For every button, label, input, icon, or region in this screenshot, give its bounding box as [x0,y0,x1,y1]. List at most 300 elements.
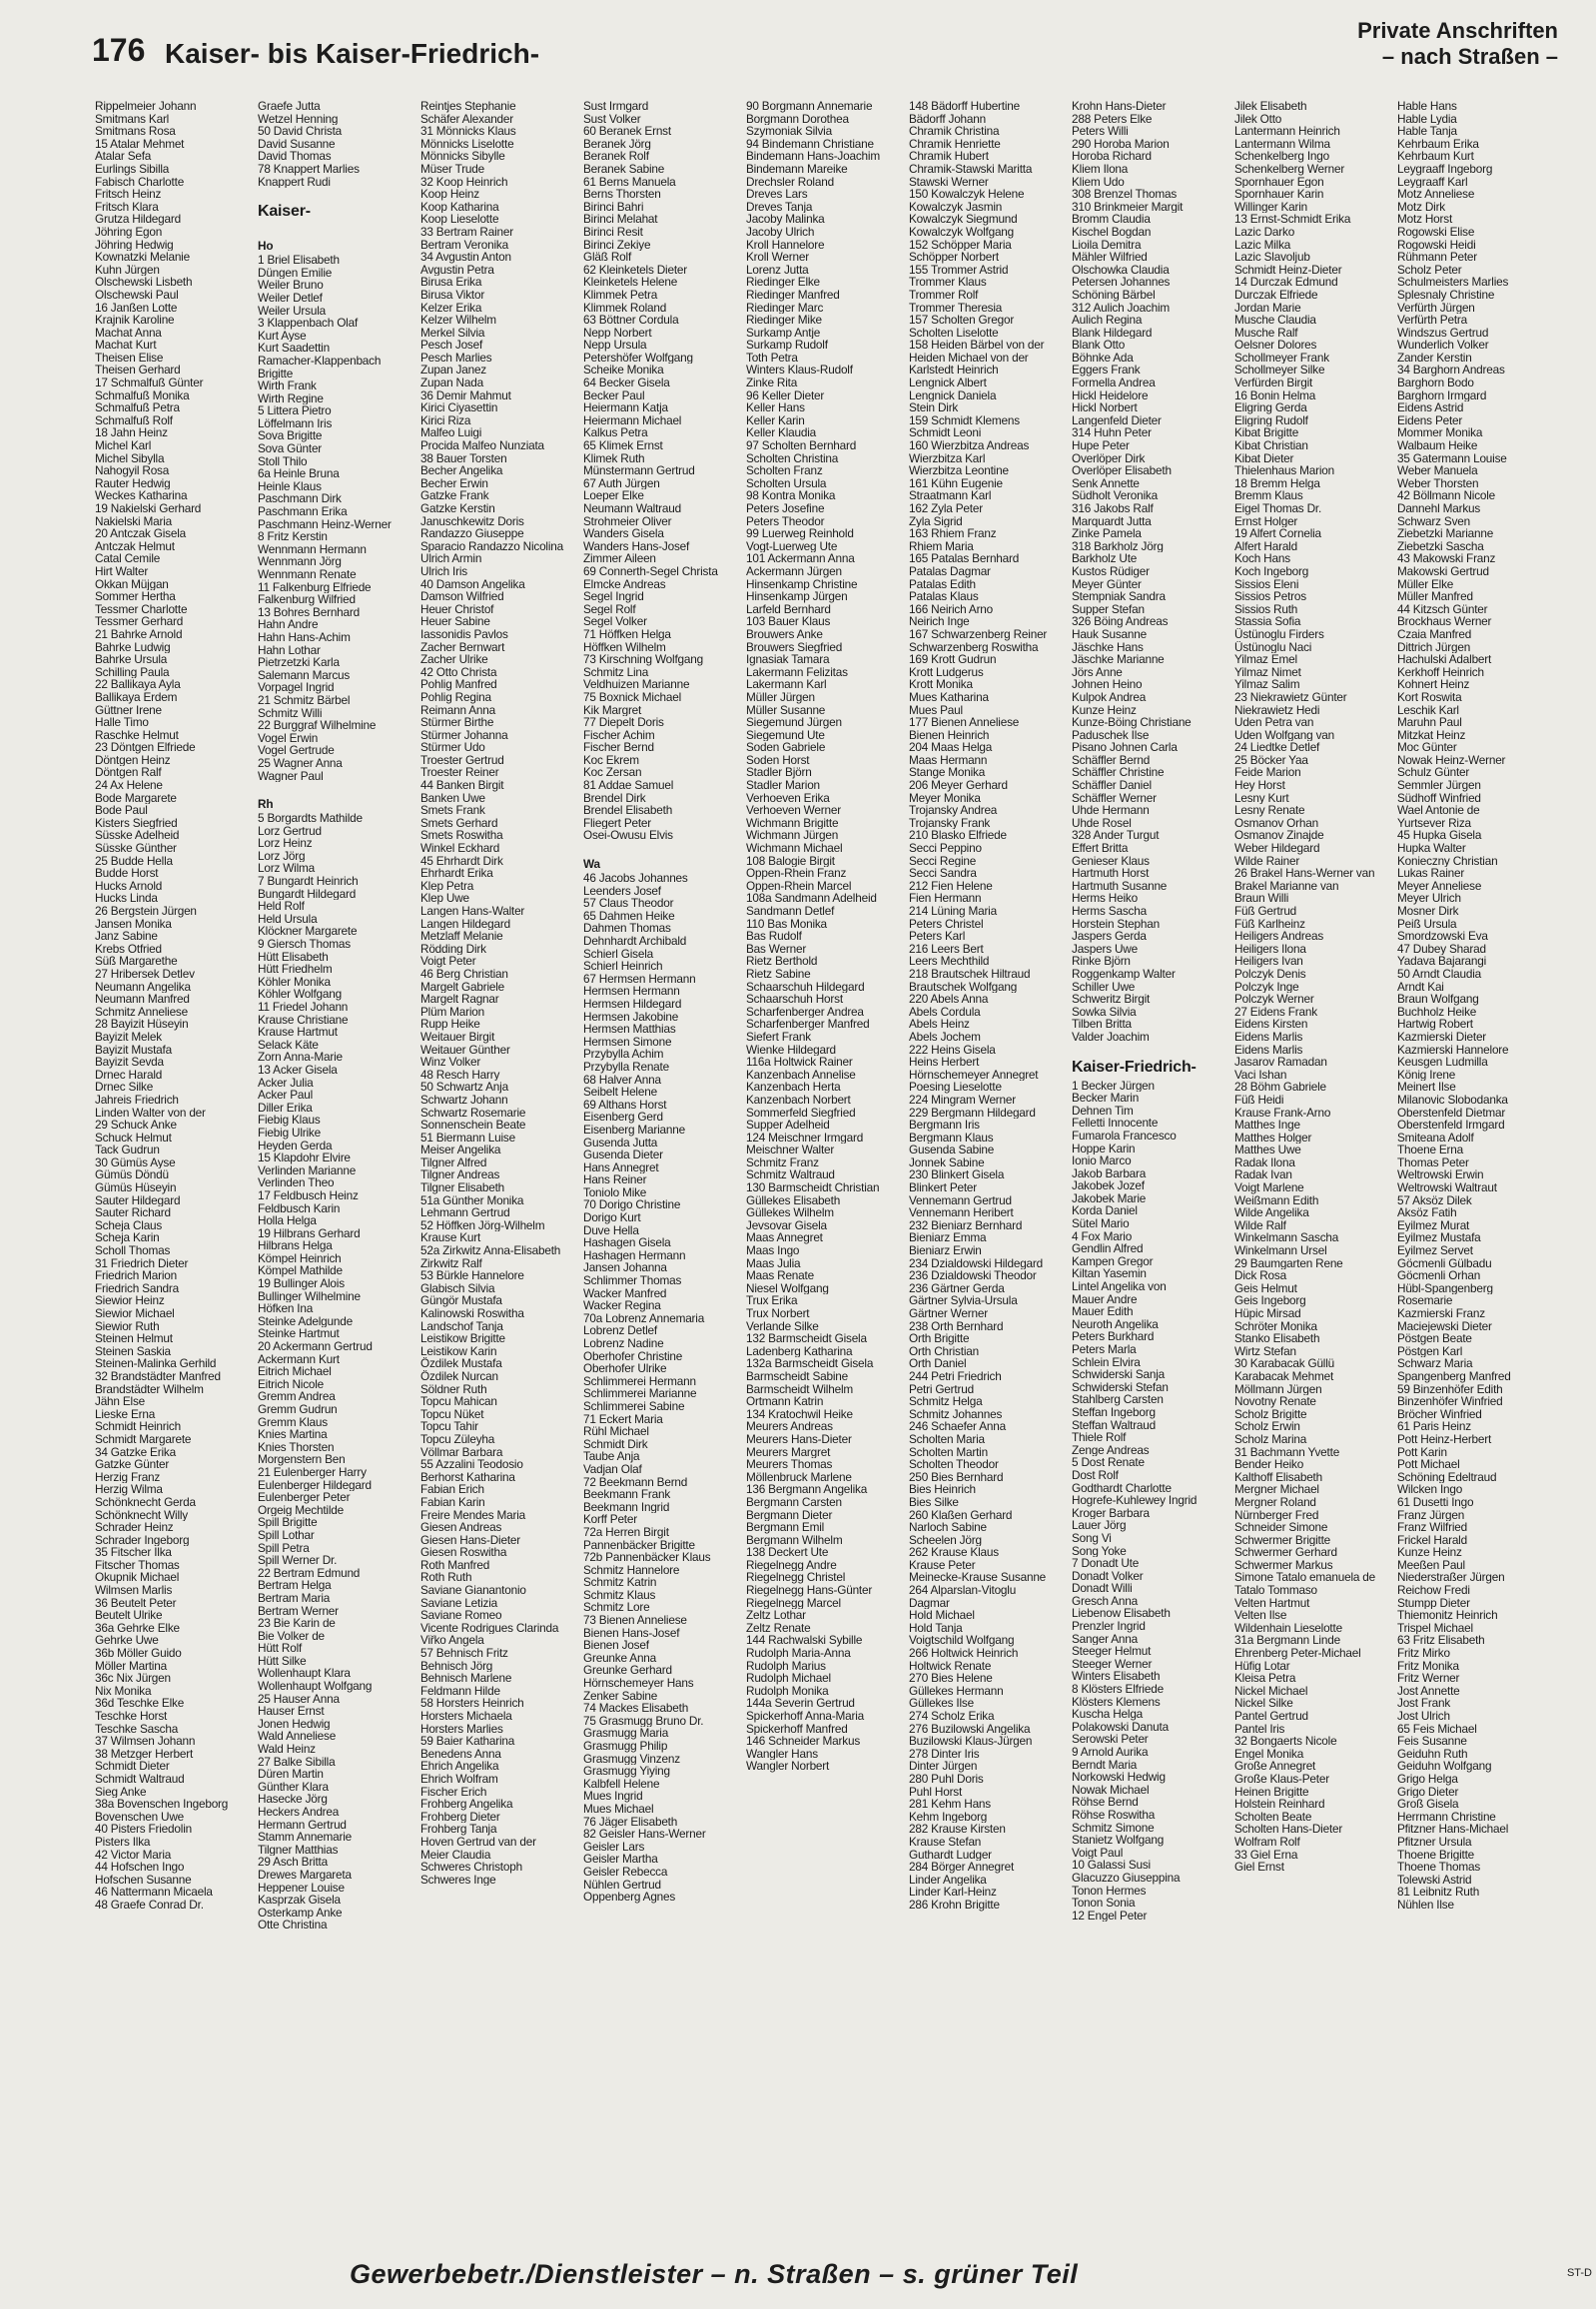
directory-entry: Peters Josefine [746,502,825,515]
directory-column [583,100,746,2247]
directory-entry: Pantel Iris [1234,1722,1285,1736]
directory-entry: 29 Schuck Anke [95,1119,177,1132]
directory-entry: Bienen Hans-Josef [583,1626,680,1640]
directory-entry: Schwermer Brigitte [1234,1533,1331,1547]
directory-entry: Frohberg Tanja [420,1823,497,1836]
directory-entry: Eigel Thomas Dr. [1234,502,1322,515]
directory-entry: Siewior Michael [95,1307,175,1320]
directory-entry: 26 Bergstein Jürgen [95,905,197,918]
directory-entry: Smiteana Adolf [1397,1131,1474,1145]
directory-entry: 150 Kowalczyk Helene [909,188,1025,201]
directory-entry: Sust Irmgard [583,100,649,113]
directory-entry: Jöhring Hedwig [95,238,174,252]
directory-entry: Tessmer Charlotte [95,602,188,616]
directory-entry: Behnisch Jörg [420,1659,493,1673]
directory-entry: Gusenda Dieter [583,1149,663,1161]
directory-entry: Hoppe Karin [1072,1142,1136,1155]
directory-entry: Stamm Annemarie [258,1831,353,1844]
directory-entry: Verfürden Birgit [1234,377,1313,389]
directory-entry: Schmalfuß Rolf [95,413,173,427]
directory-entry: Birusa Viktor [420,288,485,302]
directory-entry: Scholten Liselotte [909,326,999,340]
directory-entry: Spill Werner Dr. [258,1554,338,1567]
directory-entry: Aksöz Fatih [1397,1206,1457,1219]
directory-entry: Özdilek Nurcan [420,1369,498,1383]
directory-entry: Mähler Wilfried [1072,251,1148,264]
directory-entry: Pfitzner Hans-Michael [1397,1823,1509,1836]
directory-entry: Rühmann Peter [1397,251,1478,264]
directory-entry: Lieske Erna [95,1407,156,1421]
directory-entry: Giel Ernst [1234,1861,1284,1874]
directory-entry: Riegelnegg Christel [746,1571,846,1585]
directory-entry: 50 Schwartz Anja [420,1081,508,1094]
directory-entry: Narloch Sabine [909,1521,987,1534]
directory-entry: Berns Thorsten [583,188,661,201]
directory-entry: Füß Heidi [1234,1093,1284,1107]
directory-entry: Bergmann Carsten [746,1495,842,1509]
directory-entry: 21 Bahrke Arnold [95,627,183,641]
directory-entry: Neumann Manfred [95,993,190,1006]
directory-entry: Güllekes Wilhelm [746,1206,834,1219]
directory-entry: Hucks Arnold [95,879,163,893]
directory-entry: Schönknecht Willy [95,1508,188,1522]
directory-entry: 52 Höffken Jörg-Wilhelm [420,1218,545,1232]
directory-entry: 65 Klimek Ernst [583,439,663,452]
directory-entry: Toniolo Mike [583,1185,647,1199]
directory-entry: Zacher Bernwart [420,640,505,654]
directory-entry: Yilmaz Emel [1234,653,1297,666]
directory-entry: 94 Bindemann Christiane [746,137,874,151]
directory-entry: Vogel Erwin [258,731,319,745]
directory-entry: Ehrich Angelika [420,1760,499,1773]
directory-entry: Lintel Angelika von [1072,1280,1167,1293]
directory-entry: Mues Katharina [909,690,989,704]
directory-entry: Stürmer Johanna [420,728,508,742]
directory-entry: Ehrenberg Peter-Michael [1234,1647,1361,1660]
directory-entry: Ladenberg Katharina [746,1344,853,1358]
directory-entry: Trommer Klaus [909,276,987,289]
directory-entry: Przybylla Renate [583,1060,669,1074]
directory-entry: Patalas Klaus [909,590,979,603]
directory-entry: 46 Berg Christian [420,967,508,981]
directory-entry: Spangenberg Manfred [1397,1369,1511,1383]
directory-entry: Nepp Norbert [583,326,652,340]
directory-entry: Antczak Helmut [95,539,175,553]
directory-entry: Münstermann Gertrud [583,464,695,477]
directory-entry: Kalbfell Helene [583,1777,660,1791]
directory-entry: 103 Bauer Klaus [746,615,831,628]
directory-entry: Pöstgen Beate [1397,1332,1472,1345]
directory-entry: Blank Hildegard [1072,326,1153,340]
directory-entry: Secci Regine [909,854,977,868]
directory-entry: Kehrbaum Kurt [1397,150,1474,163]
directory-entry: Kurt Ayse [258,329,307,343]
directory-entry: Köhler Wolfgang [258,988,343,1001]
directory-entry: Hinsenkamp Christine [746,577,858,591]
directory-entry: Wildenhain Lieselotte [1234,1621,1342,1635]
directory-entry: 31 Bachmann Yvette [1234,1445,1340,1459]
directory-entry: 51 Biermann Luise [420,1131,515,1145]
directory-entry: Tilgner Matthias [258,1843,339,1857]
directory-entry: Linder Karl-Heinz [909,1886,997,1899]
directory-entry: 165 Patalas Bernhard [909,552,1020,565]
directory-entry: Viřko Angela [420,1634,484,1648]
directory-entry: Beekmann Frank [583,1488,671,1501]
directory-entry: Brautschek Wolfgang [909,980,1018,994]
directory-entry: Koc Ekrem [583,753,639,767]
directory-entry: Krause Frank-Arno [1234,1106,1331,1120]
directory-entry: Oberhofer Christine [583,1349,683,1363]
directory-entry: Eurlings Sibilla [95,162,170,176]
page-header [0,0,1596,100]
directory-entry: Göcmenli Gülbadu [1397,1256,1492,1270]
directory-entry: 23 Niekrawietz Günter [1234,690,1347,704]
directory-entry: Heuer Christof [420,602,494,616]
directory-entry: Wirth Frank [258,380,317,392]
directory-entry: Bergmann Wilhelm [746,1533,843,1547]
directory-entry: Poesing Lieselotte [909,1081,1002,1094]
directory-entry: Trommer Theresia [909,301,1003,315]
directory-entry: 144a Severin Gertrud [746,1697,855,1710]
directory-entry: Chramik Hubert [909,150,989,163]
directory-entry: Schmalfuß Petra [95,401,180,414]
directory-entry: Pott Karin [1397,1445,1447,1459]
directory-entry: Jilek Otto [1234,112,1282,126]
directory-entry: Maciejewski Dieter [1397,1319,1492,1333]
directory-entry: Friedrich Sandra [95,1281,180,1295]
directory-entry: Krause Stefan [909,1835,982,1849]
directory-entry: Otte Christina [258,1919,328,1931]
directory-entry: Jacoby Malinka [746,213,825,226]
directory-entry: Orth Christian [909,1344,979,1358]
directory-entry: 6a Heinle Bruna [258,467,340,480]
directory-entry: Düngen Emilie [258,266,333,280]
directory-entry: Beranek Jörg [583,137,651,151]
directory-entry: Müller Susanne [746,703,826,717]
directory-entry: 36c Nix Jürgen [95,1672,171,1685]
directory-entry: 5 Dost Renate [1072,1456,1145,1469]
directory-entry: Verhoeven Erika [746,791,830,805]
directory-entry: Sütel Mario [1072,1217,1130,1230]
directory-entry: Topcu Tahir [420,1420,478,1433]
directory-entry: Meurers Margret [746,1445,831,1459]
directory-entry: Krott Monika [909,678,973,691]
directory-entry: Wunderlich Volker [1397,339,1489,352]
directory-entry: Effert Britta [1072,842,1129,855]
directory-entry: 244 Petri Friedrich [909,1369,1002,1383]
directory-entry: Kowalczyk Jasmin [909,200,1003,214]
directory-entry: 204 Maas Helga [909,741,993,754]
directory-entry: Yilmaz Nimet [1234,665,1301,679]
directory-entry: Völlmar Barbara [420,1445,503,1459]
directory-entry: 15 Atalar Mehmet [95,137,185,151]
directory-entry: Budde Horst [95,867,159,880]
directory-entry: Schrader Heinz [95,1521,174,1534]
directory-entry: Sieg Anke [95,1785,147,1799]
directory-entry: Schlimmerei Marianne [583,1387,697,1400]
spacer [1072,1044,1234,1052]
directory-entry: Kasprzak Gisela [258,1894,341,1907]
directory-entry: Scholl Thomas [95,1244,171,1257]
directory-entry: Petersen Johannes [1072,276,1171,289]
directory-entry: 110 Bas Monika [746,917,827,931]
directory-entry: 61 Berns Manuela [583,175,676,189]
directory-entry: Troester Reiner [420,766,499,780]
directory-entry: Schollmeyer Silke [1234,364,1325,378]
directory-entry: Holla Helga [258,1214,317,1227]
directory-entry: 50 Arndt Claudia [1397,967,1482,981]
directory-entry: Zirkwitz Ralf [420,1256,482,1270]
directory-entry: Beutelt Ulrike [95,1609,163,1622]
directory-entry: Herms Sascha [1072,905,1147,918]
directory-entry: Herms Heiko [1072,892,1138,905]
directory-entry: Birinci Melahat [583,213,658,226]
directory-entry: Nakielski Maria [95,514,172,528]
directory-entry: Bergmann Dieter [746,1508,833,1522]
directory-entry: Horsters Michaela [420,1710,512,1723]
directory-entry: 44 Kitzsch Günter [1397,602,1488,616]
directory-entry: Czaia Manfred [1397,627,1472,641]
directory-entry: Greunke Anna [583,1651,657,1665]
directory-entry: Bromm Claudia [1072,213,1151,226]
directory-entry: Przybylla Achim [583,1048,664,1061]
directory-entry: Splesnaly Christine [1397,288,1495,302]
directory-entry: 52a Zirkwitz Anna-Elisabeth [420,1244,561,1257]
directory-entry: Kroger Barbara [1072,1506,1150,1520]
directory-entry: Freire Mendes Maria [420,1508,526,1522]
directory-entry: Fliegert Peter [583,816,652,830]
directory-entry: Brouwers Anke [746,627,823,641]
directory-entry: Riegelnegg Hans-Günter [746,1584,873,1597]
directory-entry: Scheike Monika [583,364,664,378]
directory-entry: 19 Bullinger Alois [258,1277,345,1290]
directory-entry: Jakob Barbara [1072,1166,1147,1180]
directory-entry: 57 Claus Theodor [583,897,674,910]
directory-entry: 3 Klappenbach Olaf [258,317,359,330]
directory-entry: Holtwick Renate [909,1659,992,1673]
directory-entry: 81 Addae Samuel [583,779,674,792]
directory-entry: Sust Volker [583,112,641,126]
directory-entry: Scholten Martin [909,1445,988,1459]
directory-entry: Rietz Berthold [746,955,818,968]
directory-entry: Eligring Rudolf [1234,413,1308,427]
directory-entry: Kowalczyk Wolfgang [909,225,1015,239]
directory-entry: Pfitzner Ursula [1397,1835,1472,1849]
directory-entry: 33 Bertram Rainer [420,225,513,239]
directory-entry: Schmitz Lina [583,665,649,679]
directory-entry: Güllekes Elisabeth [746,1193,841,1207]
directory-entry: Düren Martin [258,1768,324,1781]
directory-entry: Jakobek Jozef [1072,1179,1145,1192]
directory-entry: 23 Döntgen Elfriede [95,741,196,754]
directory-entry: Spill Brigitte [258,1516,318,1529]
directory-entry: Hofschen Susanne [95,1873,192,1887]
directory-entry: 65 Dahmen Heike [583,909,675,923]
directory-entry: Geisler Rebecca [583,1865,668,1879]
directory-entry: 72b Pannenbäcker Klaus [583,1551,711,1564]
directory-entry: Grasmugg Philip [583,1740,668,1753]
directory-entry: Oberstenfeld Irmgard [1397,1119,1505,1132]
directory-entry: Süsske Günther [95,842,177,855]
directory-entry: 13 Ernst-Schmidt Erika [1234,213,1351,226]
directory-entry: Bode Margarete [95,791,177,805]
directory-entry: Heiligers Andreas [1234,930,1324,943]
directory-entry: Lorz Wilma [258,862,315,876]
directory-entry: Schierl Gisela [583,947,653,961]
directory-entry: Holstein Reinhard [1234,1798,1325,1811]
directory-entry: 7 Donadt Ute [1072,1557,1140,1570]
directory-entry: Scholten Theodor [909,1458,999,1471]
directory-entry: Birinci Bahri [583,200,644,214]
directory-entry: 69 Althans Horst [583,1098,667,1112]
directory-entry: Pesch Josef [420,339,483,352]
directory-entry: Birusa Erika [420,276,482,289]
directory-entry: 326 Böing Andreas [1072,615,1169,628]
directory-entry: 124 Meischner Irmgard [746,1131,864,1145]
directory-entry: 130 Barmscheidt Christian [746,1181,880,1194]
directory-entry: Gremm Andrea [258,1390,336,1403]
directory-entry: Geis Helmut [1234,1281,1297,1295]
directory-entry: Grutza Hildegard [95,213,181,226]
directory-entry: Maas Hermann [909,753,988,767]
directory-entry: Heppener Louise [258,1881,345,1895]
directory-entry: Matthes Uwe [1234,1144,1301,1156]
directory-entry: 17 Feldbusch Heinz [258,1188,359,1202]
directory-entry: 90 Borgmann Annemarie [746,100,873,113]
directory-entry: Fien Hermann [909,892,982,905]
directory-entry: 216 Leers Bert [909,942,984,956]
directory-entry: Bergmann Klaus [909,1131,994,1145]
directory-entry: Maas Annegret [746,1231,823,1245]
directory-entry: 36 Demir Mahmut [420,388,511,402]
directory-entry: Üstünoglu Firders [1234,627,1324,641]
directory-entry: Sova Günter [258,442,323,455]
directory-entry: 15 Klapdohr Elvire [258,1152,351,1164]
directory-entry: Hickl Heidelore [1072,388,1149,402]
directory-entry: David Thomas [258,150,332,163]
directory-entry: Bertram Helga [258,1579,332,1592]
directory-entry: Theisen Elise [95,351,164,365]
directory-entry: Fischer Erich [420,1785,487,1799]
directory-entry: Lobrenz Detlef [583,1324,657,1337]
directory-entry: Scheja Claus [95,1218,163,1232]
directory-entry: Jasarov Ramadan [1234,1056,1327,1069]
directory-entry: Orth Brigitte [909,1332,970,1345]
directory-entry: Ziebetzki Marianne [1397,527,1494,540]
directory-entry: Hickl Norbert [1072,401,1138,414]
directory-entry: Hogrefe-Kuhlewey Ingrid [1072,1494,1197,1507]
directory-entry: Meyer Monika [909,791,981,805]
directory-entry: Kleinketels Helene [583,276,678,289]
directory-entry: Peters Karl [909,930,966,943]
directory-entry: 167 Schwarzenberg Reiner [909,627,1048,641]
directory-entry: Genieser Klaus [1072,854,1150,868]
directory-entry: 8 Klösters Elfriede [1072,1683,1164,1696]
directory-entry: Johnen Heino [1072,678,1143,691]
directory-entry: Wolfram Rolf [1234,1835,1300,1849]
directory-entry: Kroll Hannelore [746,238,825,252]
directory-entry: Lukas Rainer [1397,867,1465,880]
directory-entry: Schlimmer Thomas [583,1274,682,1287]
directory-entry: 160 Wierzbitza Andreas [909,439,1030,452]
directory-entry: Bender Heiko [1234,1458,1304,1471]
directory-entry: Korff Peter [583,1513,637,1526]
directory-entry: Valder Joachim [1072,1030,1150,1044]
directory-entry: Herzig Wilma [95,1483,163,1496]
directory-entry: Keller Hans [746,401,805,414]
directory-entry: Röhse Roswitha [1072,1808,1156,1822]
directory-entry: 25 Hauser Anna [258,1692,340,1706]
directory-entry: Reimann Anna [420,703,495,717]
directory-entry: 63 Fritz Elisabeth [1397,1634,1485,1648]
directory-entry: Konieczny Christian [1397,854,1498,868]
directory-entry: Arndt Kai [1397,980,1444,994]
directory-entry: Scholten Ursula [746,476,827,490]
directory-entry: Kirici Ciyasettin [420,401,498,414]
directory-entry: Schäfer Alexander [420,112,514,126]
directory-entry: Tack Gudrun [95,1144,160,1156]
directory-entry: Fritz Monika [1397,1659,1459,1673]
directory-entry: Hermsen Matthias [583,1023,676,1036]
directory-entry: 138 Deckert Ute [746,1546,829,1559]
directory-entry: Voigt Marlene [1234,1181,1304,1194]
directory-entry: Winkelmann Sascha [1234,1231,1339,1245]
directory-entry: Patalas Dagmar [909,564,991,578]
directory-entry: 47 Dubey Sharad [1397,942,1486,956]
directory-entry: Stürmer Udo [420,741,485,754]
directory-entry: Schmidt Leoni [909,426,982,440]
directory-entry: Göcmenli Orhan [1397,1269,1481,1282]
directory-entry: Schmitz Hannelore [583,1563,680,1577]
directory-entry: Weiler Detlef [258,291,323,305]
directory-entry: Brendel Elisabeth [583,804,673,817]
directory-entry: Heiligers Ilona [1234,942,1306,956]
directory-entry: Ulrich Iris [420,564,467,578]
directory-entry: Jähn Else [95,1395,146,1408]
directory-entry: Jonnek Sabine [909,1155,985,1169]
directory-entry: 59 Baier Katharina [420,1735,515,1748]
directory-entry: Südholt Veronika [1072,489,1158,502]
directory-entry: Schweres Christoph [420,1861,522,1874]
directory-entry: Peters Willi [1072,125,1129,138]
directory-entry: Schuck Helmut [95,1131,172,1145]
directory-entry: Jacoby Ulrich [746,225,815,239]
directory-entry: 31 Mönnicks Klaus [420,125,516,138]
directory-entry: 232 Bieniarz Bernhard [909,1218,1023,1232]
directory-entry: 13 Acker Gisela [258,1063,338,1077]
directory-entry: Eidens Peter [1397,413,1463,427]
directory-entry: Alfert Harald [1234,539,1297,553]
directory-entry: Wilde Ralf [1234,1218,1286,1232]
directory-entry: Schäffler Bernd [1072,753,1151,767]
directory-entry: Topcu Züleyha [420,1432,495,1446]
directory-entry: Brendel Dirk [583,791,646,805]
directory-entry: Becker Paul [583,388,645,402]
directory-entry: Wienke Hildegard [746,1043,836,1057]
directory-entry: 308 Brenzel Thomas [1072,188,1178,201]
directory-entry: Grasmugg Yiying [583,1765,670,1778]
directory-entry: Klimmek Roland [583,301,667,315]
directory-entry: Hachulski Adalbert [1397,653,1492,666]
directory-entry: Mergner Michael [1234,1483,1319,1496]
directory-entry: Oppen-Rhein Franz [746,867,847,880]
directory-entry: Liebenow Elisabeth [1072,1607,1171,1621]
directory-entry: Füß Gertrud [1234,905,1297,918]
directory-entry: Frohberg Angelika [420,1798,513,1811]
directory-entry: Radak Ivan [1234,1168,1292,1182]
directory-entry: Hasecke Jörg [258,1793,328,1806]
directory-entry: Berhorst Katharina [420,1470,515,1484]
